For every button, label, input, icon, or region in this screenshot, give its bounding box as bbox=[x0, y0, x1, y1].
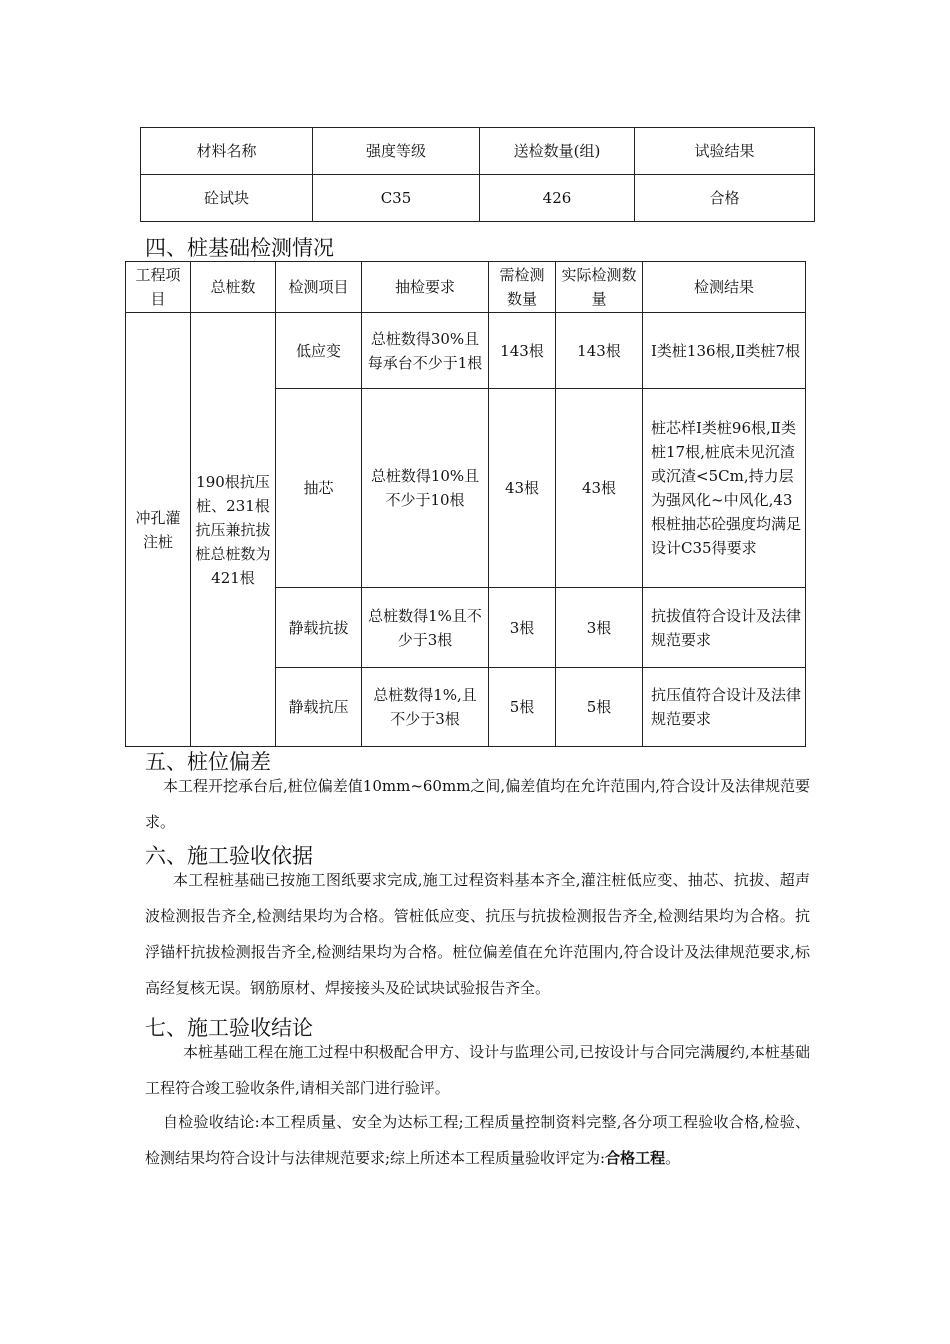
actual-cell: 143根 bbox=[556, 313, 643, 389]
required-cell: 5根 bbox=[489, 668, 556, 747]
required-cell: 143根 bbox=[489, 313, 556, 389]
material-test-table bbox=[140, 127, 815, 222]
header-cell: 总桩数 bbox=[191, 262, 276, 313]
requirement-cell: 总桩数得30%且每承台不少于1根 bbox=[362, 313, 489, 389]
section-7-text-2 bbox=[145, 1104, 810, 1176]
header-cell: 抽检要求 bbox=[362, 262, 489, 313]
total-piles-cell: 190根抗压桩、231根抗压兼抗拔桩总桩数为421根 bbox=[191, 313, 276, 747]
conclusion-text: 合格工程 bbox=[605, 1149, 666, 1167]
header-cell: 试验结果 bbox=[635, 128, 815, 175]
section-6-title: 六、施工验收依据 bbox=[145, 844, 313, 868]
table-row bbox=[141, 175, 815, 222]
header-cell: 工程项目 bbox=[126, 262, 191, 313]
item-cell: 静载抗拔 bbox=[276, 588, 362, 668]
result-cell: 抗拔值符合设计及法律规范要求 bbox=[643, 588, 806, 668]
section-5-title: 五、桩位偏差 bbox=[145, 750, 271, 774]
end-mark: 。 bbox=[665, 1149, 681, 1167]
project-cell: 冲孔灌注桩 bbox=[126, 313, 191, 747]
header-cell: 需检测数量 bbox=[489, 262, 556, 313]
table-cell: 合格 bbox=[635, 175, 815, 222]
header-cell: 检测结果 bbox=[643, 262, 806, 313]
section-7-text-1: 本桩基础工程在施工过程中积极配合甲方、设计与监理公司,已按设计与合同完满履约,本桩基础工程符合竣工验收条件,请相关部门进行验评。 bbox=[145, 1043, 810, 1097]
header-cell: 送检数量(组) bbox=[480, 128, 635, 175]
item-cell: 低应变 bbox=[276, 313, 362, 389]
requirement-cell: 总桩数得1%且不少于3根 bbox=[362, 588, 489, 668]
section-5-text: 本工程开挖承台后,桩位偏差值10mm~60mm之间,偏差值均在允许范围内,符合设计及法律规范要求。 bbox=[145, 777, 810, 831]
requirement-cell: 总桩数得10%且不少于10根 bbox=[362, 389, 489, 588]
self-check-text: 自检验收结论:本工程质量、安全为达标工程;工程质量控制资料完整,各分项工程验收合格,检验、检测结果均符合设计与法律规范要求;综上所述本工程质量验收评定为: bbox=[145, 1113, 810, 1167]
header-cell: 实际检测数量 bbox=[556, 262, 643, 313]
actual-cell: 5根 bbox=[556, 668, 643, 747]
section-6-text: 本工程桩基础已按施工图纸要求完成,施工过程资料基本齐全,灌注桩低应变、抽芯、抗拔、超声波检测报告齐全,检测结果均为合格。管桩低应变、抗压与抗拔检测报告齐全,检测结果均为合格。抗浮锚杆抗拔检测报告齐全,检测结果均为合格。桩位偏差值在允许范围内,符合设计及法律规范要求,标高经复核无误。钢筋原材、焊接接头及砼试块试验报告齐全。 bbox=[145, 871, 810, 997]
section-7-title: 七、施工验收结论 bbox=[145, 1016, 313, 1040]
required-cell: 43根 bbox=[489, 389, 556, 588]
result-cell: Ⅰ类桩136根,Ⅱ类桩7根 bbox=[643, 313, 806, 389]
result-cell: 抗压值符合设计及法律规范要求 bbox=[643, 668, 806, 747]
requirement-cell: 总桩数得1%,且不少于3根 bbox=[362, 668, 489, 747]
header-cell: 材料名称 bbox=[141, 128, 313, 175]
required-cell: 3根 bbox=[489, 588, 556, 668]
item-cell: 抽芯 bbox=[276, 389, 362, 588]
header-cell: 检测项目 bbox=[276, 262, 362, 313]
section-4-title: 四、桩基础检测情况 bbox=[145, 236, 334, 260]
table-header-row bbox=[141, 128, 815, 175]
result-cell: 桩芯样Ⅰ类桩96根,Ⅱ类桩17根,桩底未见沉渣或沉渣<5Cm,持力层为强风化~中风化,43根桩抽芯砼强度均满足设计C35得要求 bbox=[643, 389, 806, 588]
table-row bbox=[126, 313, 806, 389]
header-cell: 强度等级 bbox=[313, 128, 480, 175]
table-cell: 426 bbox=[480, 175, 635, 222]
table-cell: C35 bbox=[313, 175, 480, 222]
actual-cell: 3根 bbox=[556, 588, 643, 668]
table-header-row bbox=[126, 262, 806, 313]
actual-cell: 43根 bbox=[556, 389, 643, 588]
table-cell: 砼试块 bbox=[141, 175, 313, 222]
item-cell: 静载抗压 bbox=[276, 668, 362, 747]
pile-inspection-table bbox=[125, 261, 806, 747]
